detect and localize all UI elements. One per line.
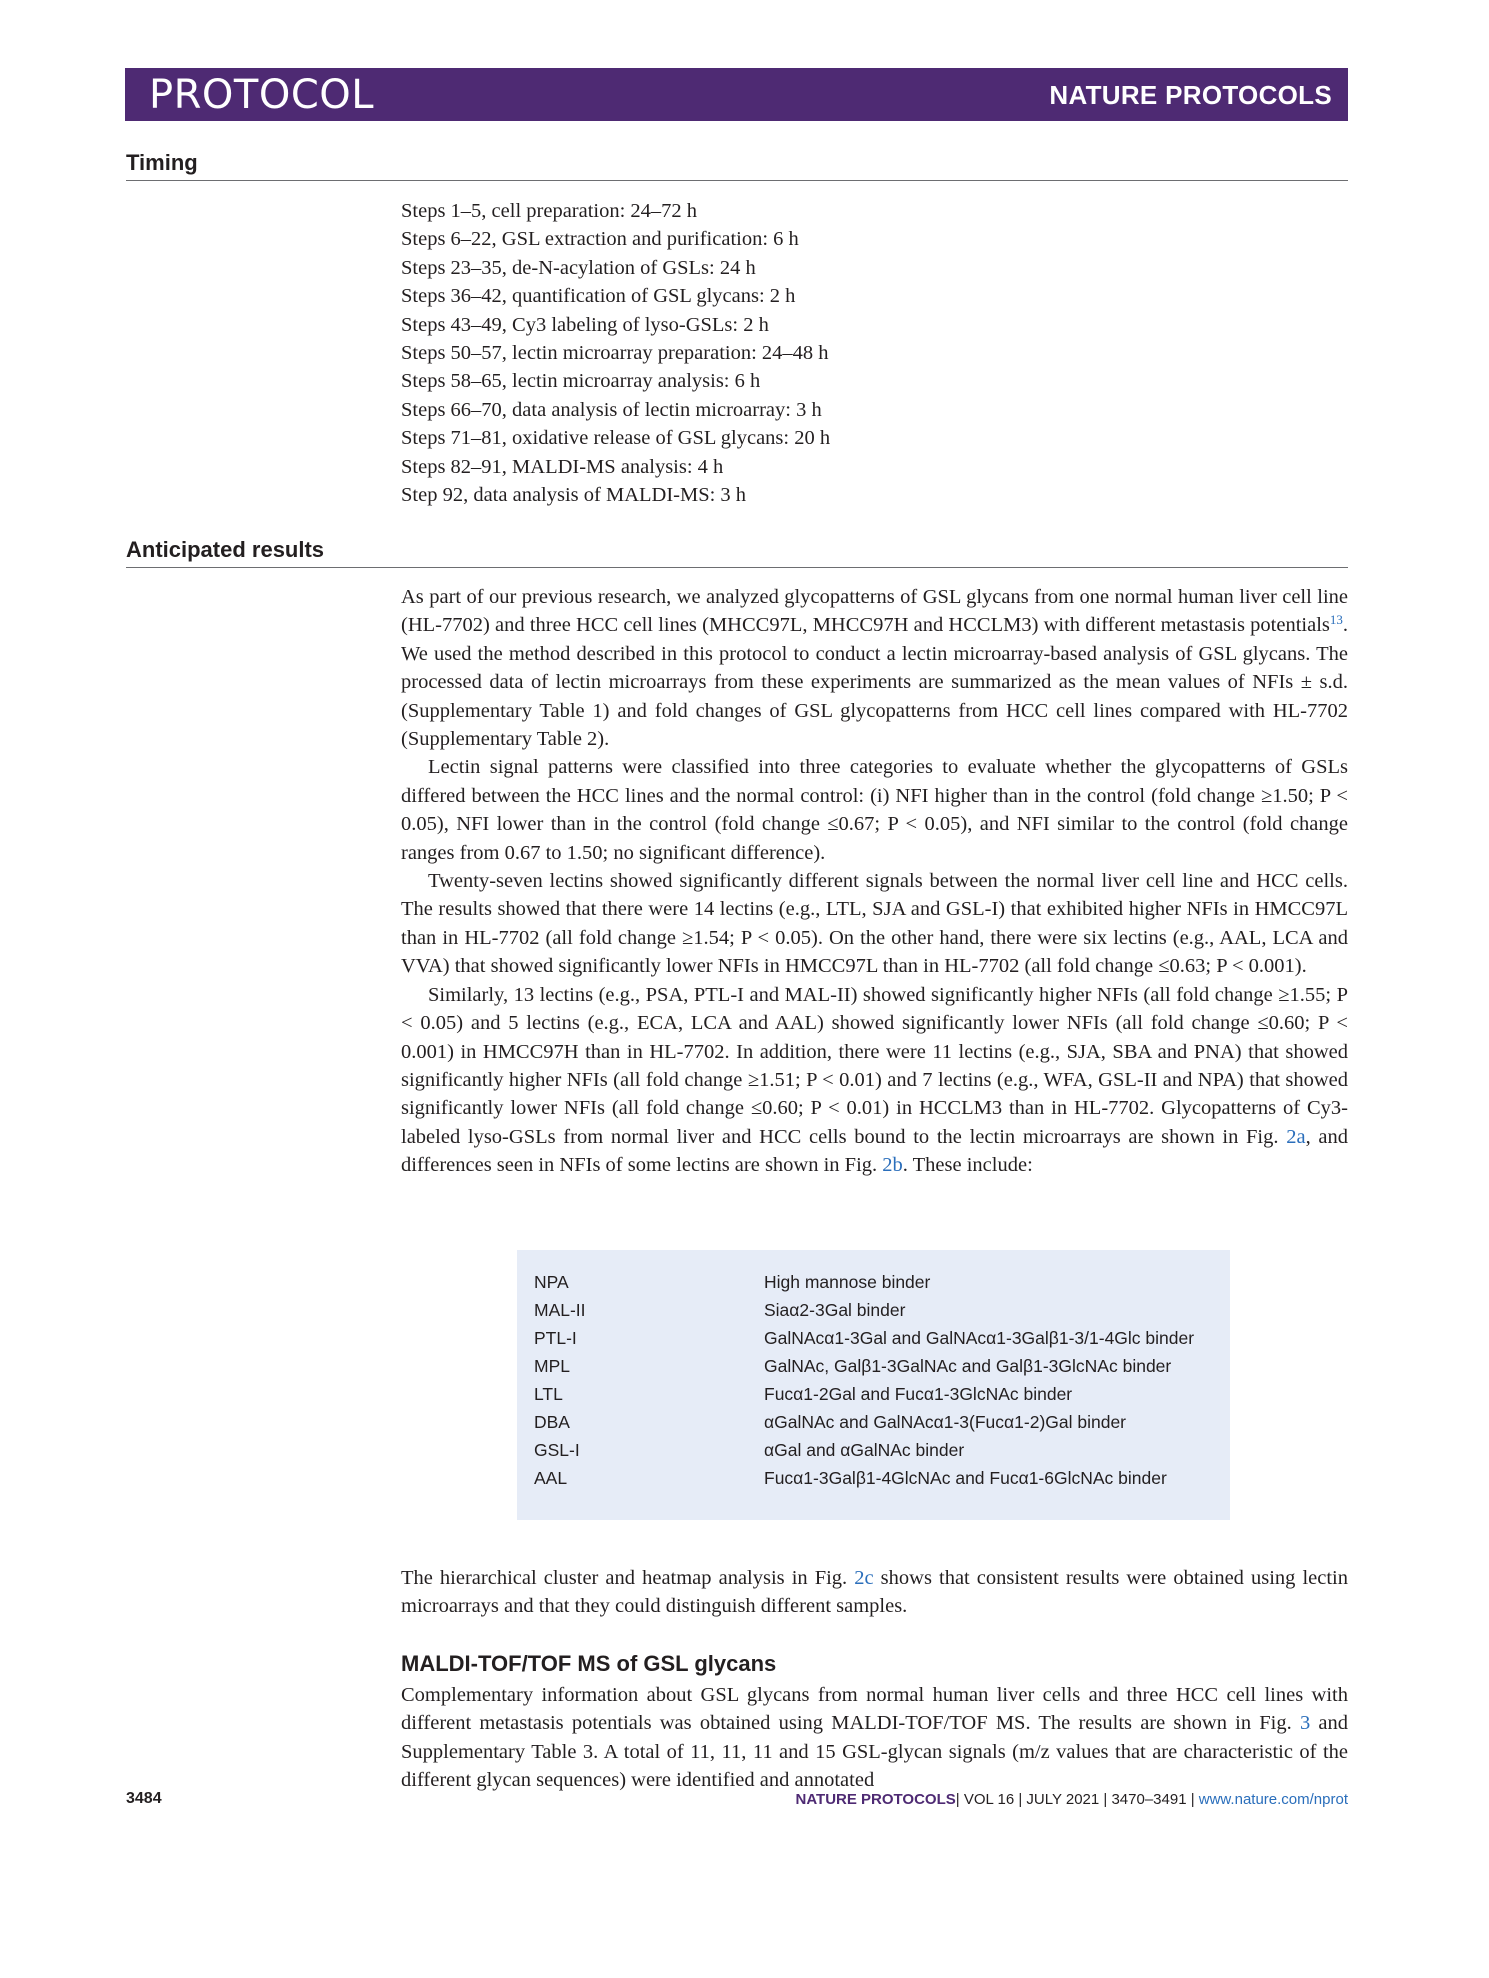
heatmap-paragraph-block: [401, 1564, 1348, 1621]
figure-link-2a[interactable]: 2a: [1286, 1125, 1306, 1148]
figure-link-2c[interactable]: 2c: [854, 1567, 874, 1589]
timing-step: Steps 1–5, cell preparation: 24–72 h: [401, 200, 698, 222]
lectin-description: αGalNAc and GalNAcα1-3(Fucα1-2)Gal binder: [764, 1412, 1127, 1432]
lectin-name: MAL-II: [534, 1300, 586, 1320]
footer-citation-text: | VOL 16 | JULY 2021 | 3470–3491 |: [955, 1791, 1199, 1808]
figure-link-2b[interactable]: 2b: [882, 1154, 903, 1177]
timing-step: Steps 50–57, lectin microarray preparation: 24–48 h: [401, 342, 829, 365]
journal-header-bar: [125, 68, 1348, 121]
timing-heading: Timing: [126, 150, 198, 175]
timing-step: Steps 36–42, quantification of GSL glycans: 2 h: [401, 285, 796, 308]
lectin-description: GalNAcα1-3Gal and GalNAcα1-3Galβ1-3/1-4Glc binder: [764, 1328, 1195, 1348]
lectin-binder-box: [517, 1250, 1230, 1520]
journal-name-label: NATURE PROTOCOLS: [1049, 80, 1332, 110]
lectin-name: NPA: [534, 1272, 569, 1292]
figure-link-3[interactable]: 3: [1299, 1712, 1311, 1735]
timing-divider: [126, 180, 1348, 181]
reference-link[interactable]: 13: [1329, 612, 1343, 628]
timing-step: Steps 6–22, GSL extraction and purification: 6 h: [401, 228, 799, 251]
lectin-description: αGal and αGalNAc binder: [764, 1440, 965, 1460]
lectin-name: DBA: [534, 1412, 570, 1432]
anticipated-divider: [126, 567, 1348, 568]
timing-step: Steps 43–49, Cy3 labeling of lyso-GSLs: 2 h: [401, 313, 769, 336]
lectin-description: High mannose binder: [764, 1272, 931, 1292]
article-type-label: PROTOCOL: [149, 72, 375, 118]
lectin-description: GalNAc, Galβ1-3GalNAc and Galβ1-3GlcNAc binder: [764, 1356, 1172, 1376]
timing-step: Step 92, data analysis of MALDI-MS: 3 h: [401, 484, 747, 507]
timing-step: Steps 71–81, oxidative release of GSL glycans: 20 h: [401, 427, 831, 450]
lectin-row: [517, 1412, 1230, 1440]
lectin-description: Fucα1-2Gal and Fucα1-3GlcNAc binder: [764, 1384, 1073, 1404]
lectin-row: [517, 1468, 1230, 1496]
journal-url-link[interactable]: www.nature.com/nprot: [1198, 1791, 1348, 1808]
lectin-name: LTL: [534, 1384, 563, 1404]
maldi-body: [401, 1681, 1348, 1795]
page-number: 3484: [126, 1790, 162, 1807]
timing-step: Steps 23–35, de-N-acylation of GSLs: 24 h: [401, 256, 756, 279]
lectin-row: [517, 1356, 1230, 1384]
lectin-name: PTL-I: [534, 1328, 577, 1348]
paragraph: Complementary information about GSL glycans from normal human liver cells and three HCC cell lines with different metastasis potentials was obtained using MALDI-TOF/TOF MS. The results are shown in Fig. 3 and Supplementary Table 3. A total of 11, 11, 11 and 15 GSL-glycan signals (m/z values that are characteristic of the different glycan sequences) were identified and annotated: [401, 1684, 1348, 1792]
lectin-description: Fucα1-3Galβ1-4GlcNAc and Fucα1-6GlcNAc binder: [764, 1468, 1167, 1488]
timing-step: Steps 66–70, data analysis of lectin microarray: 3 h: [401, 398, 822, 421]
lectin-row: [517, 1300, 1230, 1328]
paragraph: Similarly, 13 lectins (e.g., PSA, PTL-I and MAL-II) showed significantly higher NFIs (all fold change ≥1.55; P < 0.05) and 5 lectins (e.g., ECA, LCA and AAL) showed significantly lower NFIs (all fold change ≤0.60; P < 0.001) in HMCC97H than in HL-7702. In addition, there were 11 lectins (e.g., SJA, SBA and PNA) that showed significantly higher NFIs (all fold change ≥1.51; P < 0.01) and 7 lectins (e.g., WFA, GSL-II and NPA) that showed significantly lower NFIs (all fold change ≤0.60; P < 0.01) in HCCLM3 than in HL-7702. Glycopatterns of Cy3-labeled lyso-GSLs from normal liver and HCC cells bound to the lectin microarrays are shown in Fig. 2a, and differences seen in NFIs of some lectins are shown in Fig. 2b. These include:: [401, 983, 1348, 1177]
anticipated-body: [401, 583, 1348, 1180]
lectin-name: AAL: [534, 1468, 568, 1488]
paragraph: As part of our previous research, we analyzed glycopatterns of GSL glycans from one normal human liver cell line (HL-7702) and three HCC cell lines (MHCC97L, MHCC97H and HCCLM3) with different metastasis potentials$^{13}$. We used the method described in this protocol to conduct a lectin microarray-based analysis of GSL glycans. The processed data of lectin microarrays from these experiments are summarized as the mean values of NFIs ± s.d. (Supplementary Table 1) and fold changes of GSL glycopatterns from HCC cell lines compared with HL-7702 (Supplementary Table 2).: [401, 586, 1348, 751]
lectin-row: [517, 1328, 1230, 1356]
lectin-row: [517, 1272, 1230, 1300]
paragraph: Lectin signal patterns were classified into three categories to evaluate whether the glycopatterns of GSLs differed between the HCC lines and the normal control: (i) NFI higher than in the control (fold change ≥1.50; P < 0.05), NFI lower than in the control (fold change ≤0.67; P < 0.05), and NFI similar to the control (fold change ranges from 0.67 to 1.50; no significant difference).: [401, 756, 1348, 864]
maldi-heading: MALDI-TOF/TOF MS of GSL glycans: [401, 1651, 777, 1676]
timing-step: Steps 82–91, MALDI-MS analysis: 4 h: [401, 455, 724, 478]
footer-journal-name: NATURE PROTOCOLS: [795, 1791, 956, 1808]
timing-steps-list: [401, 197, 1101, 509]
anticipated-results-heading: Anticipated results: [126, 537, 325, 562]
lectin-description: Siaα2-3Gal binder: [764, 1300, 906, 1320]
lectin-row: [517, 1440, 1230, 1468]
lectin-name: MPL: [534, 1356, 570, 1376]
lectin-row: [517, 1384, 1230, 1412]
timing-step: Steps 58–65, lectin microarray analysis: 6 h: [401, 370, 761, 393]
paragraph: The hierarchical cluster and heatmap analysis in Fig. 2c shows that consistent results were obtained using lectin microarrays and that they could distinguish different samples.: [401, 1567, 1348, 1618]
lectin-name: GSL-I: [534, 1440, 580, 1460]
footer-citation: [795, 1791, 1348, 1808]
paragraph: Twenty-seven lectins showed significantly different signals between the normal liver cell line and HCC cells. The results showed that there were 14 lectins (e.g., LTL, SJA and GSL-I) that exhibited higher NFIs in HMCC97L than in HL-7702 (all fold change ≥1.54; P < 0.05). On the other hand, there were six lectins (e.g., AAL, LCA and VVA) that showed significantly lower NFIs in HMCC97L than in HL-7702 (all fold change ≤0.63; P < 0.001).: [401, 870, 1348, 978]
